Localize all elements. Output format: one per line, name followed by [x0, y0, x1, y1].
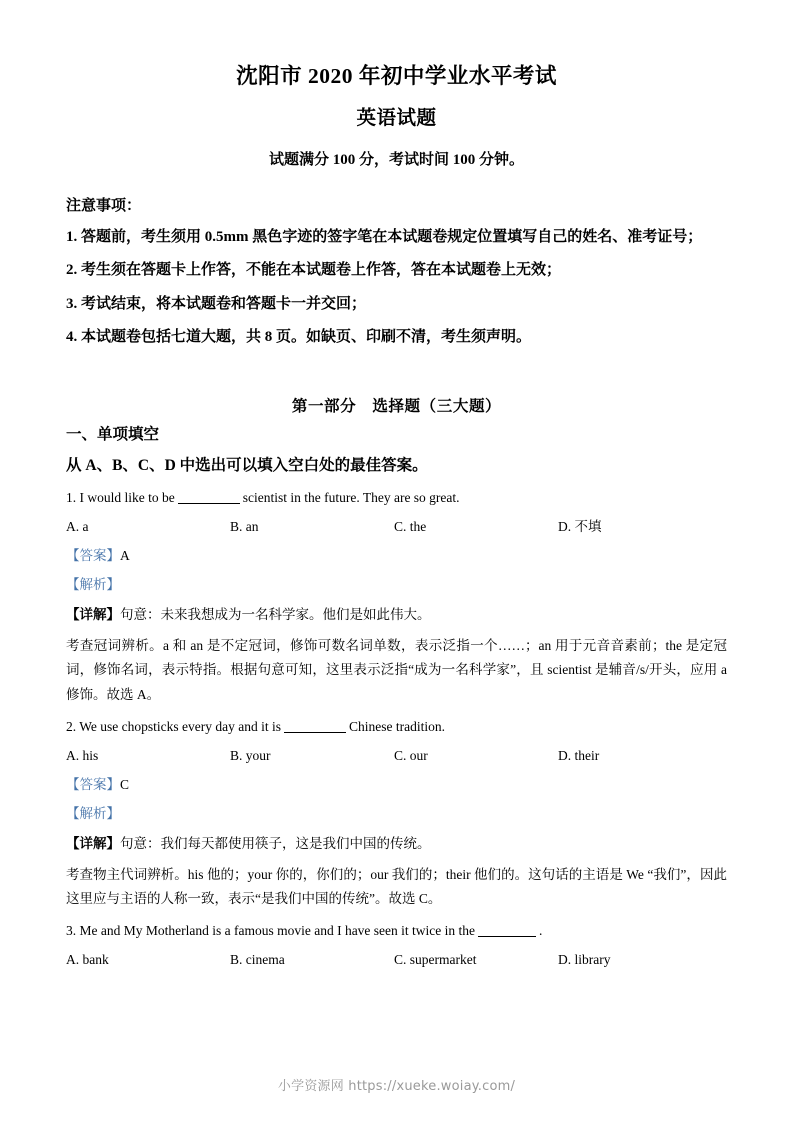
analysis-line [66, 804, 727, 824]
question-stem [66, 921, 727, 941]
answer-blank [284, 732, 346, 733]
answer-line [66, 546, 727, 566]
detail-text: 句意：未来我想成为一名科学家。他们是如此伟大。 [120, 606, 431, 622]
question-stem-before: 1. I would like to be [66, 489, 175, 505]
analysis-tag: 【解析】 [66, 577, 120, 593]
part-heading: 第一部分 选择题（三大题） [291, 398, 502, 416]
answer-blank [478, 936, 536, 937]
footer-watermark: 小学资源网 https://xueke.woiay.com/ [277, 1079, 516, 1094]
option-c[interactable]: C. the [394, 518, 427, 534]
option-d[interactable]: D. their [558, 747, 600, 763]
exam-score-time: 试题满分 100 分，考试时间 100 分钟。 [268, 152, 524, 169]
option-b[interactable]: B. your [230, 747, 271, 763]
option-a[interactable]: A. his [66, 747, 99, 763]
question-stem-after: Chinese tradition. [349, 718, 445, 734]
option-a[interactable]: A. a [66, 518, 89, 534]
notice-item: 4. 本试题卷包括七道大题，共 8 页。如缺页、印刷不清，考生须声明。 [66, 328, 532, 345]
notice-block [66, 196, 727, 349]
question-stem [66, 488, 727, 508]
question-stem [66, 717, 727, 737]
detail-line [66, 605, 727, 625]
answer-tag: 【答案】 [66, 548, 120, 564]
analysis-tag: 【解析】 [66, 806, 120, 822]
question-item [66, 921, 727, 971]
detail-line [66, 834, 727, 854]
question-options [66, 950, 727, 970]
question-item [66, 488, 727, 708]
option-d[interactable]: D. 不填 [558, 518, 602, 534]
answer-blank [178, 503, 240, 504]
notice-item: 2. 考生须在答题卡上作答，不能在本试题卷上作答，答在本试题卷上无效； [66, 262, 562, 279]
option-c[interactable]: C. supermarket [394, 952, 477, 968]
question-stem-after: . [539, 922, 543, 938]
section-heading: 一、单项填空 [66, 426, 160, 444]
question-stem-before: 2. We use chopsticks every day and it is [66, 718, 281, 734]
explanation-text: 考查冠词辨析。a 和 an 是不定冠词，修饰可数名词单数，表示泛指一个……；an 用于元音音素前；the 是定冠词，修饰名词，表示特指。根据句意可知，这里表示泛指“成为一名科学家”，且 scientist 是辅音/s/开头，应用 a 修饰。故选 A。 [66, 637, 727, 702]
option-b[interactable]: B. cinema [230, 952, 285, 968]
question-stem-before: 3. Me and My Motherland is a famous movie and I have seen it twice in the [66, 922, 476, 938]
detail-tag: 【详解】 [66, 606, 120, 622]
question-options [66, 517, 727, 537]
notice-heading: 注意事项： [66, 197, 142, 214]
answer-tag: 【答案】 [66, 777, 120, 792]
section-instruction: 从 A、B、C、D 中选出可以填入空白处的最佳答案。 [66, 456, 428, 474]
notice-item: 3. 考试结束，将本试题卷和答题卡一并交回； [66, 295, 367, 312]
question-stem-after: scientist in the future. They are so great. [242, 489, 460, 505]
question-item [66, 717, 727, 912]
option-d[interactable]: D. library [558, 952, 611, 968]
analysis-line [66, 575, 727, 595]
page-title: 沈阳市 2020 年初中学业水平考试 [236, 64, 557, 88]
option-c[interactable]: C. our [394, 747, 428, 763]
answer-value: C [120, 777, 130, 792]
answer-value: A [120, 548, 130, 564]
option-b[interactable]: B. an [230, 518, 259, 534]
answer-line [66, 775, 727, 795]
notice-item: 1. 答题前，考生须用 0.5mm 黑色字迹的签字笔在本试题卷规定位置填写自己的姓名、准考证号； [66, 229, 703, 245]
option-a[interactable]: A. bank [66, 952, 109, 968]
question-options [66, 746, 727, 766]
explanation-text: 考查物主代词辨析。his 他的；your 你的，你们的；our 我们的；their 他们的。这句话的主语是 We “我们”，因此这里应与主语的人称一致，表示“是我们中国的传统”。故选 C。 [66, 866, 727, 907]
detail-tag: 【详解】 [66, 835, 120, 851]
page-subtitle: 英语试题 [356, 107, 437, 129]
detail-text: 句意：我们每天都使用筷子，这是我们中国的传统。 [120, 835, 431, 851]
